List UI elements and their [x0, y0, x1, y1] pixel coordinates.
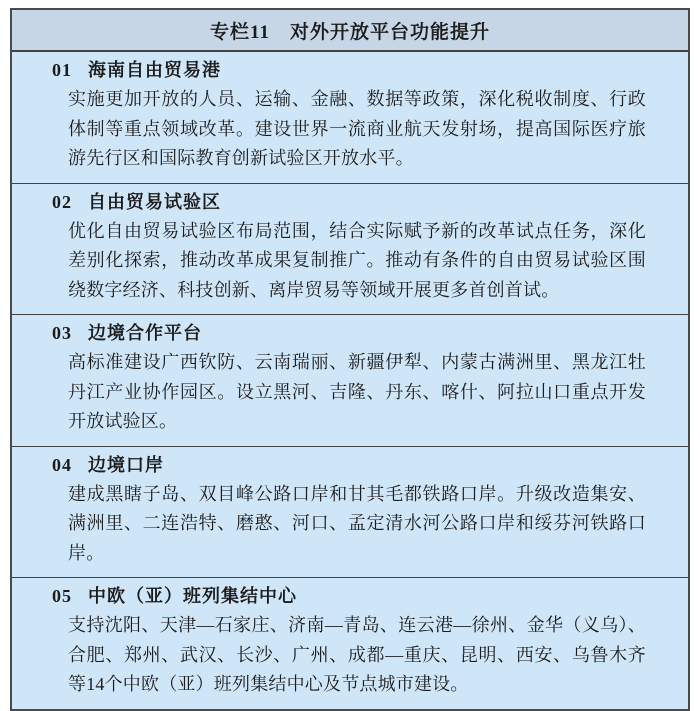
section-title: 自由贸易试验区	[88, 191, 221, 212]
section-body-text: 支持沈阳、天津—石家庄、济南—青岛、连云港—徐州、金华（义乌）、合肥、郑州、武汉、长沙、广州、成都—重庆、昆明、西安、乌鲁木齐等14个中欧（亚）班列集结中心及节点城市建设。	[68, 615, 646, 694]
section-body-text: 建成黑瞎子岛、双目峰公路口岸和甘其毛都铁路口岸。升级改造集安、满洲里、二连浩特、磨憨、河口、孟定清水河公路口岸和绥芬河铁路口岸。	[68, 483, 646, 563]
section-title: 海南自由贸易港	[88, 60, 221, 80]
section-number: 02	[52, 191, 72, 212]
section-title: 边境口岸	[88, 454, 164, 475]
section-heading-row	[52, 188, 646, 217]
section-border-ports	[12, 446, 688, 578]
section-heading-row	[52, 451, 646, 480]
section-border-cooperation-platforms	[12, 314, 688, 446]
section-number: 01	[52, 60, 72, 80]
section-title: 中欧（亚）班列集结中心	[88, 586, 297, 606]
section-hainan-free-trade-port	[12, 52, 688, 183]
section-body-text: 高标准建设广西钦防、云南瑞丽、新疆伊犁、内蒙古满洲里、黑龙江牡丹江产业协作园区。设立黑河、吉隆、丹东、喀什、阿拉山口重点开发开放试验区。	[68, 352, 646, 431]
section-title: 边境合作平台	[88, 323, 202, 343]
section-body-text: 优化自由贸易试验区布局范围，结合实际赋予新的改革试点任务，深化差别化探索，推动改革成果复制推广。推动有条件的自由贸易试验区围绕数字经济、科技创新、离岸贸易等领域开展更多首创首试。	[68, 220, 646, 300]
panel-title	[12, 10, 688, 52]
section-number: 05	[52, 586, 72, 606]
column-box-panel	[10, 8, 690, 711]
section-number: 04	[52, 454, 72, 475]
section-heading-row	[52, 56, 646, 85]
section-pilot-free-trade-zones	[12, 183, 688, 315]
panel-title-text: 专栏11 对外开放平台功能提升	[210, 22, 490, 43]
section-heading-row	[52, 582, 646, 611]
section-china-europe-rail-hubs	[12, 577, 688, 709]
section-heading-row	[52, 319, 646, 348]
section-number: 03	[52, 323, 72, 343]
section-body-text: 实施更加开放的人员、运输、金融、数据等政策，深化税收制度、行政体制等重点领域改革。建设世界一流商业航天发射场，提高国际医疗旅游先行区和国际教育创新试验区开放水平。	[68, 89, 646, 168]
